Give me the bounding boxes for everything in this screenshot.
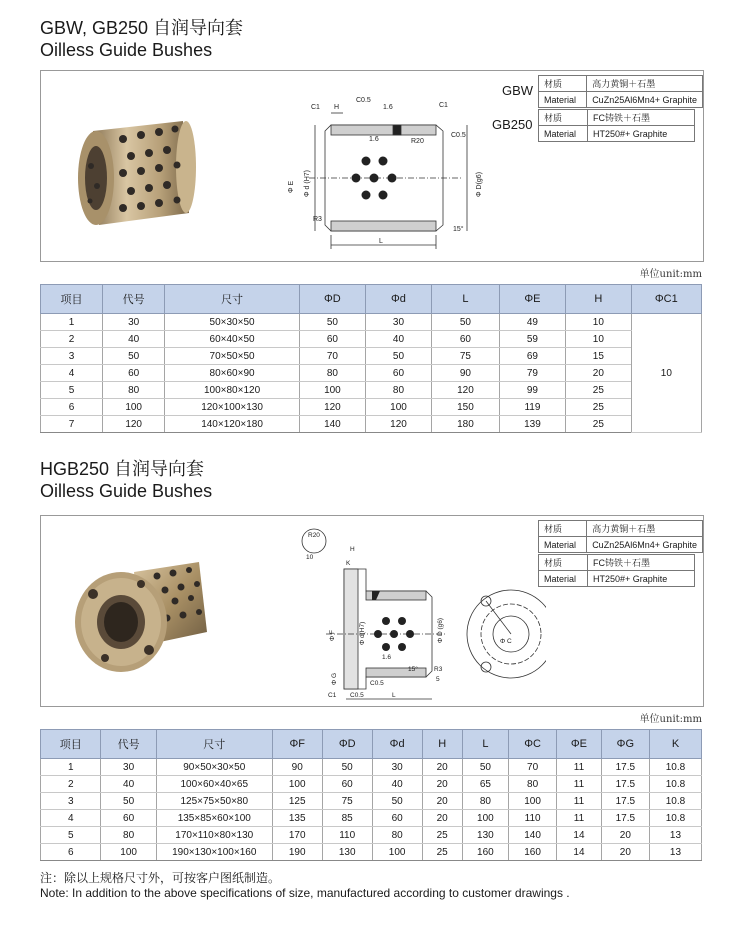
table-cell: 50 xyxy=(365,348,431,365)
table-cell: 100 xyxy=(272,776,322,793)
table-cell: 30 xyxy=(365,314,431,331)
dim-phi-f: Φ F xyxy=(329,630,336,641)
material-code-gb250: GB250 xyxy=(492,117,533,132)
table-cell: 60 xyxy=(103,365,165,382)
table-cell: 180 xyxy=(432,416,500,433)
table-row xyxy=(41,314,702,331)
table-cell: 13 xyxy=(649,827,701,844)
mat-key: Material xyxy=(539,126,588,142)
table-row xyxy=(41,348,702,365)
table-cell: 17.5 xyxy=(601,810,649,827)
table-cell: 85 xyxy=(322,810,372,827)
dim-length: L xyxy=(392,692,396,699)
table-cell: 80 xyxy=(103,382,165,399)
dim-phi-d-bore: Φ d (H7) xyxy=(304,170,311,197)
dim-10: 10 xyxy=(306,554,314,561)
table-cell: 20 xyxy=(565,365,631,382)
table-row xyxy=(41,382,702,399)
mat-key: 材质 xyxy=(539,76,587,92)
mat-key: Material xyxy=(539,537,587,553)
section2-subtitle: Oilless Guide Bushes xyxy=(40,481,213,501)
table-cell: 10.8 xyxy=(649,759,701,776)
table-row xyxy=(41,776,702,793)
table-cell: 20 xyxy=(601,844,649,861)
mat-key: 材质 xyxy=(539,110,588,126)
table-cell: 80 xyxy=(299,365,365,382)
mat-value: CuZn25Al6Mn4+ Graphite xyxy=(587,537,703,553)
column-header: 代号 xyxy=(101,730,156,759)
mat-value: FC铸铁＋石墨 xyxy=(588,110,695,126)
column-header: 尺寸 xyxy=(165,285,300,314)
table-cell: 6 xyxy=(41,399,103,416)
section1-figure-panel xyxy=(40,70,704,262)
table-cell: 17.5 xyxy=(601,759,649,776)
table-cell: 130 xyxy=(322,844,372,861)
table-cell: 11 xyxy=(557,793,602,810)
section2-title: HGB250 自润导向套 xyxy=(40,459,205,479)
table-cell: 150 xyxy=(432,399,500,416)
table-cell: 25 xyxy=(422,827,462,844)
bush-photo xyxy=(71,101,211,241)
mat-value: HT250#+ Graphite xyxy=(588,571,695,587)
table-row xyxy=(41,416,702,433)
table-cell: 90×50×30×50 xyxy=(156,759,272,776)
column-header: H xyxy=(422,730,462,759)
table-cell: 100 xyxy=(101,844,156,861)
table-cell: 135 xyxy=(272,810,322,827)
material-table-castiron xyxy=(538,554,695,587)
table-cell: 49 xyxy=(499,314,565,331)
section2-figure-panel xyxy=(40,515,704,707)
table-cell: 60 xyxy=(299,331,365,348)
dim-phi-d-bore: Φ d(H7) xyxy=(359,621,366,645)
table-cell: 17.5 xyxy=(601,776,649,793)
dim-phi-c: Φ C xyxy=(500,638,512,645)
table-cell: 79 xyxy=(499,365,565,382)
table-cell: 80 xyxy=(509,776,557,793)
table-cell: 20 xyxy=(601,827,649,844)
table-cell: 4 xyxy=(41,365,103,382)
dim-c1-right: C1 xyxy=(439,102,448,109)
table-row xyxy=(41,827,702,844)
table-cell: 50 xyxy=(462,759,508,776)
dim-phi-d-outer: Φ D(g6) xyxy=(476,171,483,197)
table-cell: 90 xyxy=(432,365,500,382)
table-cell: 70 xyxy=(509,759,557,776)
table-cell: 10 xyxy=(565,314,631,331)
table-cell: 6 xyxy=(41,844,101,861)
mat-key: Material xyxy=(539,571,588,587)
table-cell: 170×110×80×130 xyxy=(156,827,272,844)
table-cell: 70×50×50 xyxy=(165,348,300,365)
spec-table-hgb250 xyxy=(40,729,702,861)
table-cell: 25 xyxy=(565,416,631,433)
column-header: ΦC xyxy=(509,730,557,759)
table-cell: 5 xyxy=(41,827,101,844)
unit-label-1: 单位unit:mm xyxy=(639,269,702,280)
table-cell: 120×100×130 xyxy=(165,399,300,416)
dim-roughness-inner: 1.6 xyxy=(369,136,379,143)
table-row xyxy=(41,793,702,810)
dim-roughness: 1.6 xyxy=(383,104,393,111)
table-cell: 60 xyxy=(372,810,422,827)
dim-c1: C1 xyxy=(328,692,337,699)
table-cell: 25 xyxy=(565,382,631,399)
table-cell: 15 xyxy=(565,348,631,365)
table-cell: 30 xyxy=(103,314,165,331)
table-cell: 59 xyxy=(499,331,565,348)
column-header: ΦC1 xyxy=(631,285,701,314)
table-cell: 75 xyxy=(432,348,500,365)
dim-h: H xyxy=(350,546,355,553)
table-cell: 11 xyxy=(557,776,602,793)
column-header: H xyxy=(565,285,631,314)
table-cell: 50 xyxy=(372,793,422,810)
table-cell: 30 xyxy=(101,759,156,776)
column-header: ΦE xyxy=(499,285,565,314)
column-header: ΦG xyxy=(601,730,649,759)
table-cell: 120 xyxy=(103,416,165,433)
table-cell: 80 xyxy=(365,382,431,399)
mat-value: 高力黄铜＋石墨 xyxy=(587,76,703,92)
section1-subtitle: Oilless Guide Bushes xyxy=(40,40,213,60)
column-header: Φd xyxy=(372,730,422,759)
table-cell: 190 xyxy=(272,844,322,861)
table-cell: 25 xyxy=(565,399,631,416)
column-header: ΦD xyxy=(322,730,372,759)
table-row xyxy=(41,844,702,861)
column-header: 代号 xyxy=(103,285,165,314)
table-cell: 70 xyxy=(299,348,365,365)
table-cell: 1 xyxy=(41,759,101,776)
dim-5: 5 xyxy=(436,676,440,683)
table-cell: 69 xyxy=(499,348,565,365)
material-table-gb250 xyxy=(538,109,695,142)
table-cell: 50 xyxy=(432,314,500,331)
table-cell: 40 xyxy=(365,331,431,348)
table-cell: 14 xyxy=(557,827,602,844)
dim-r20: R20 xyxy=(411,138,424,145)
table-cell: 100×60×40×65 xyxy=(156,776,272,793)
table-cell: 25 xyxy=(422,844,462,861)
column-header: 项目 xyxy=(41,730,101,759)
table-cell: 60×40×50 xyxy=(165,331,300,348)
table-cell: 60 xyxy=(322,776,372,793)
flanged-bush-photo xyxy=(69,554,219,674)
material-table-brass xyxy=(538,520,703,553)
flanged-bush-technical-drawing xyxy=(286,521,546,706)
column-header: Φd xyxy=(365,285,431,314)
table-cell: 170 xyxy=(272,827,322,844)
table-cell: 140 xyxy=(299,416,365,433)
table-cell: 17.5 xyxy=(601,793,649,810)
table-cell: 40 xyxy=(372,776,422,793)
table-cell: 30 xyxy=(372,759,422,776)
table-cell: 110 xyxy=(509,810,557,827)
table-cell: 100 xyxy=(462,810,508,827)
table-cell: 160 xyxy=(509,844,557,861)
table-cell: 65 xyxy=(462,776,508,793)
mat-key: 材质 xyxy=(539,555,588,571)
table-cell: 4 xyxy=(41,810,101,827)
dim-r3: R3 xyxy=(434,666,443,673)
table-cell: 100 xyxy=(509,793,557,810)
table-row xyxy=(41,331,702,348)
table-cell: 1 xyxy=(41,314,103,331)
mat-value: HT250#+ Graphite xyxy=(588,126,695,142)
table-row xyxy=(41,399,702,416)
table-cell: 10.8 xyxy=(649,810,701,827)
table-cell: 40 xyxy=(101,776,156,793)
material-code-gbw: GBW xyxy=(502,83,534,98)
dim-r3: R3 xyxy=(313,216,322,223)
column-header: ΦD xyxy=(299,285,365,314)
table-cell: 5 xyxy=(41,382,103,399)
mat-value: 高力黄铜＋石墨 xyxy=(587,521,703,537)
table-cell: 135×85×60×100 xyxy=(156,810,272,827)
dim-h: H xyxy=(334,104,340,111)
dim-k: K xyxy=(346,560,351,567)
table-cell: 50 xyxy=(101,793,156,810)
table-cell: 60 xyxy=(365,365,431,382)
table-cell: 130 xyxy=(462,827,508,844)
table-cell: 14 xyxy=(557,844,602,861)
dim-r20: R20 xyxy=(308,532,320,539)
table-cell: 100 xyxy=(365,399,431,416)
material-table-gbw xyxy=(538,75,703,108)
table-cell: 60 xyxy=(432,331,500,348)
table-row xyxy=(41,759,702,776)
table-cell: 120 xyxy=(365,416,431,433)
table-cell: 11 xyxy=(557,810,602,827)
table-row xyxy=(41,810,702,827)
note-english: Note: In addition to the above specifications of size, manufactured according to customer drawings . xyxy=(40,886,570,900)
table-cell: 20 xyxy=(422,810,462,827)
table-cell: 100 xyxy=(103,399,165,416)
table-cell: 80 xyxy=(101,827,156,844)
table-cell: 10.8 xyxy=(649,776,701,793)
note-chinese: 注：除以上规格尺寸外，可按客户图纸制造。 xyxy=(40,871,281,885)
table-cell: 100 xyxy=(299,382,365,399)
table-cell: 125×75×50×80 xyxy=(156,793,272,810)
mat-value: CuZn25Al6Mn4+ Graphite xyxy=(587,92,703,108)
dim-c1: C1 xyxy=(311,104,320,111)
dim-phi-e: Φ E xyxy=(288,180,295,193)
table-cell: 80 xyxy=(462,793,508,810)
table-cell: 100 xyxy=(372,844,422,861)
dim-phi-g: Φ G xyxy=(331,672,338,685)
dim-c05: C0.5 xyxy=(370,680,384,687)
mat-key: 材质 xyxy=(539,521,587,537)
table-row xyxy=(41,365,702,382)
dim-phi-d-outer: Φ D (g6) xyxy=(437,617,444,643)
table-cell: 139 xyxy=(499,416,565,433)
table-cell: 7 xyxy=(41,416,103,433)
table-cell: 2 xyxy=(41,331,103,348)
column-header: K xyxy=(649,730,701,759)
column-header: L xyxy=(432,285,500,314)
section1-title: GBW, GB250 自润导向套 xyxy=(40,18,244,38)
column-header: ΦF xyxy=(272,730,322,759)
table-cell: 50 xyxy=(322,759,372,776)
table-cell: 140 xyxy=(509,827,557,844)
table-cell: 90 xyxy=(272,759,322,776)
table-cell: 3 xyxy=(41,793,101,810)
table-cell: 50 xyxy=(299,314,365,331)
dim-length: L xyxy=(379,238,383,245)
table-cell: 2 xyxy=(41,776,101,793)
table-cell: 50 xyxy=(103,348,165,365)
table-cell: 125 xyxy=(272,793,322,810)
table-cell: 20 xyxy=(422,759,462,776)
table-cell: 80×60×90 xyxy=(165,365,300,382)
dim-c05-right: C0.5 xyxy=(451,132,466,139)
table-cell: 3 xyxy=(41,348,103,365)
dim-roughness: 1.6 xyxy=(382,654,392,661)
column-header: 项目 xyxy=(41,285,103,314)
table-cell: 99 xyxy=(499,382,565,399)
column-header: L xyxy=(462,730,508,759)
table-cell: 110 xyxy=(322,827,372,844)
dim-15deg: 15° xyxy=(453,226,464,233)
table-cell: 20 xyxy=(422,776,462,793)
table-cell: 190×130×100×160 xyxy=(156,844,272,861)
mat-key: Material xyxy=(539,92,587,108)
unit-label-2: 单位unit:mm xyxy=(639,714,702,725)
table-cell: 120 xyxy=(299,399,365,416)
table-cell: 100×80×120 xyxy=(165,382,300,399)
mat-value: FC铸铁＋石墨 xyxy=(588,555,695,571)
table-cell: 160 xyxy=(462,844,508,861)
table-cell: 40 xyxy=(103,331,165,348)
table-cell: 20 xyxy=(422,793,462,810)
merged-c1-cell: 10 xyxy=(631,314,701,433)
dim-c05: C0.5 xyxy=(356,97,371,104)
dim-c05-lower: C0.5 xyxy=(350,692,364,699)
table-cell: 50×30×50 xyxy=(165,314,300,331)
table-cell: 10 xyxy=(565,331,631,348)
dim-15deg: 15° xyxy=(408,666,418,673)
table-cell: 11 xyxy=(557,759,602,776)
table-cell: 60 xyxy=(101,810,156,827)
table-cell: 119 xyxy=(499,399,565,416)
table-cell: 13 xyxy=(649,844,701,861)
column-header: 尺寸 xyxy=(156,730,272,759)
table-cell: 75 xyxy=(322,793,372,810)
table-cell: 10.8 xyxy=(649,793,701,810)
table-cell: 140×120×180 xyxy=(165,416,300,433)
spec-table-gbw xyxy=(40,284,702,433)
table-cell: 80 xyxy=(372,827,422,844)
table-cell: 120 xyxy=(432,382,500,399)
bush-technical-drawing xyxy=(271,93,506,253)
column-header: ΦE xyxy=(557,730,602,759)
